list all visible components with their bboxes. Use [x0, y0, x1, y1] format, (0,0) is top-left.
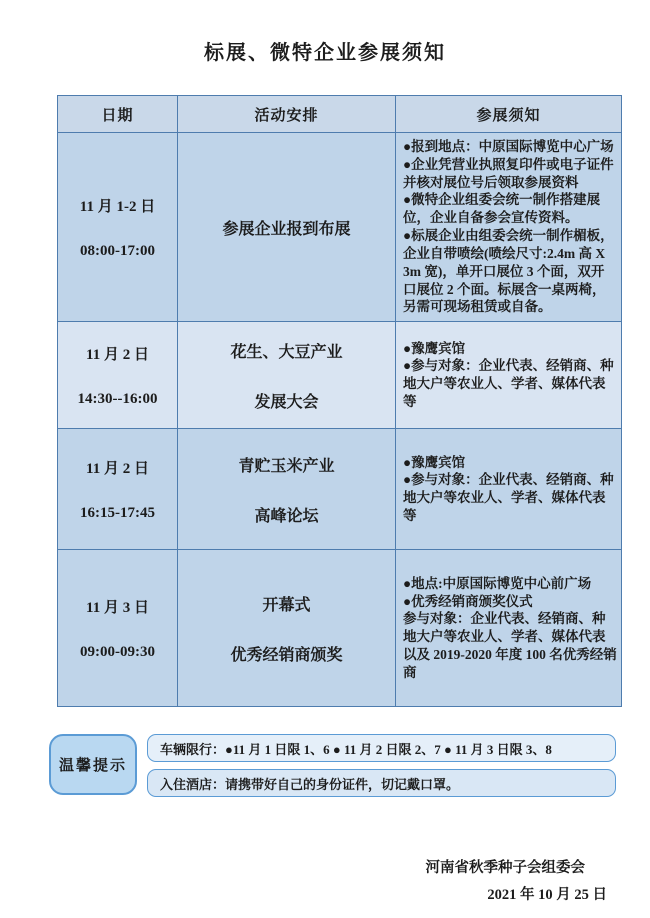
notice-paragraph: ●地点:中原国际博览中心前广场 — [403, 575, 592, 591]
date-line: 11 月 2 日 — [86, 460, 149, 477]
notice-paragraph: ●微特企业组委会统一制作搭建展位，企业自备参会宣传资料。 — [403, 192, 601, 226]
activity-line: 高峰论坛 — [254, 507, 319, 525]
header-cell-notice: 参展须知 — [396, 96, 622, 133]
tip-item-hotel: 入住酒店：请携带好自己的身份证件，切记戴口罩。 — [147, 769, 616, 797]
notice-table — [57, 95, 622, 707]
activity-cell — [178, 322, 396, 429]
page-title: 标展、微特企业参展须知 — [204, 42, 446, 64]
header-cell-activity: 活动安排 — [178, 96, 396, 133]
activity-line: 参展企业报到布展 — [222, 220, 351, 238]
notice-cell — [396, 133, 622, 322]
time-line: 09:00-09:30 — [80, 643, 155, 660]
notice-paragraph: ●参与对象：企业代表、经销商、种地大户等农业人、学者、媒体代表等 — [403, 472, 614, 523]
notice-paragraph: ●优秀经销商颁奖仪式 — [403, 593, 533, 609]
header-cell-date: 日期 — [58, 96, 178, 133]
tips-section — [49, 734, 650, 797]
notice-cell — [396, 429, 622, 550]
activity-cell — [178, 550, 396, 707]
table-row — [58, 550, 622, 707]
activity-line: 青贮玉米产业 — [238, 457, 335, 475]
date-cell — [58, 133, 178, 322]
activity-cell — [178, 429, 396, 550]
date-cell — [58, 322, 178, 429]
activity-line: 发展大会 — [254, 393, 319, 411]
notice-paragraph: ●标展企业由组委会统一制作楣板，企业自带喷绘(喷绘尺寸:2.4m 高 X 3m 宽)，单开口展位 3 个面，双开口展位 2 个面。标展含一桌两椅，另需可现场租赁或自备。 — [403, 228, 614, 315]
notice-paragraph: ●企业凭营业执照复印件或电子证件并核对展位号后领取参展资料 — [403, 156, 614, 190]
notice-cell — [396, 322, 622, 429]
table-header-row — [58, 96, 622, 133]
notice-paragraph: ●参与对象：企业代表、经销商、种地大户等农业人、学者、媒体代表等 — [403, 358, 614, 409]
notice-paragraph: ●豫鹰宾馆 — [403, 340, 466, 356]
notice-paragraph: ●豫鹰宾馆 — [403, 454, 466, 470]
tips-label: 温馨提示 — [49, 734, 137, 795]
notice-paragraph: ●报到地点：中原国际博览中心广场 — [403, 139, 614, 154]
notice-paragraph: 参与对象：企业代表、经销商、种地大户等农业人、学者、媒体代表以及 2019-2020 年度 100 名优秀经销商 — [403, 611, 617, 680]
date-cell — [58, 429, 178, 550]
tip-item-vehicle-restriction: 车辆限行：●11 月 1 日限 1、6 ● 11 月 2 日限 2、7 ● 11 月 3 日限 3、8 — [147, 734, 616, 762]
table-row — [58, 133, 622, 322]
time-line: 08:00-17:00 — [80, 242, 155, 259]
time-line: 14:30--16:00 — [77, 390, 158, 407]
date-line: 11 月 3 日 — [86, 599, 149, 616]
date-cell — [58, 550, 178, 707]
notice-cell — [396, 550, 622, 707]
table-row — [58, 322, 622, 429]
tips-body — [147, 734, 616, 797]
activity-line: 花生、大豆产业 — [230, 343, 343, 361]
footer-signature: 河南省秋季种子会组委会 — [425, 860, 585, 877]
activity-line: 开幕式 — [262, 596, 311, 614]
activity-line: 优秀经销商颁奖 — [230, 646, 343, 664]
date-line: 11 月 2 日 — [86, 346, 149, 363]
activity-cell — [178, 133, 396, 322]
footer — [0, 855, 650, 909]
time-line: 16:15-17:45 — [80, 504, 155, 521]
table-row — [58, 429, 622, 550]
date-line: 11 月 1-2 日 — [79, 198, 156, 215]
footer-date: 2021 年 10 月 25 日 — [487, 886, 607, 903]
